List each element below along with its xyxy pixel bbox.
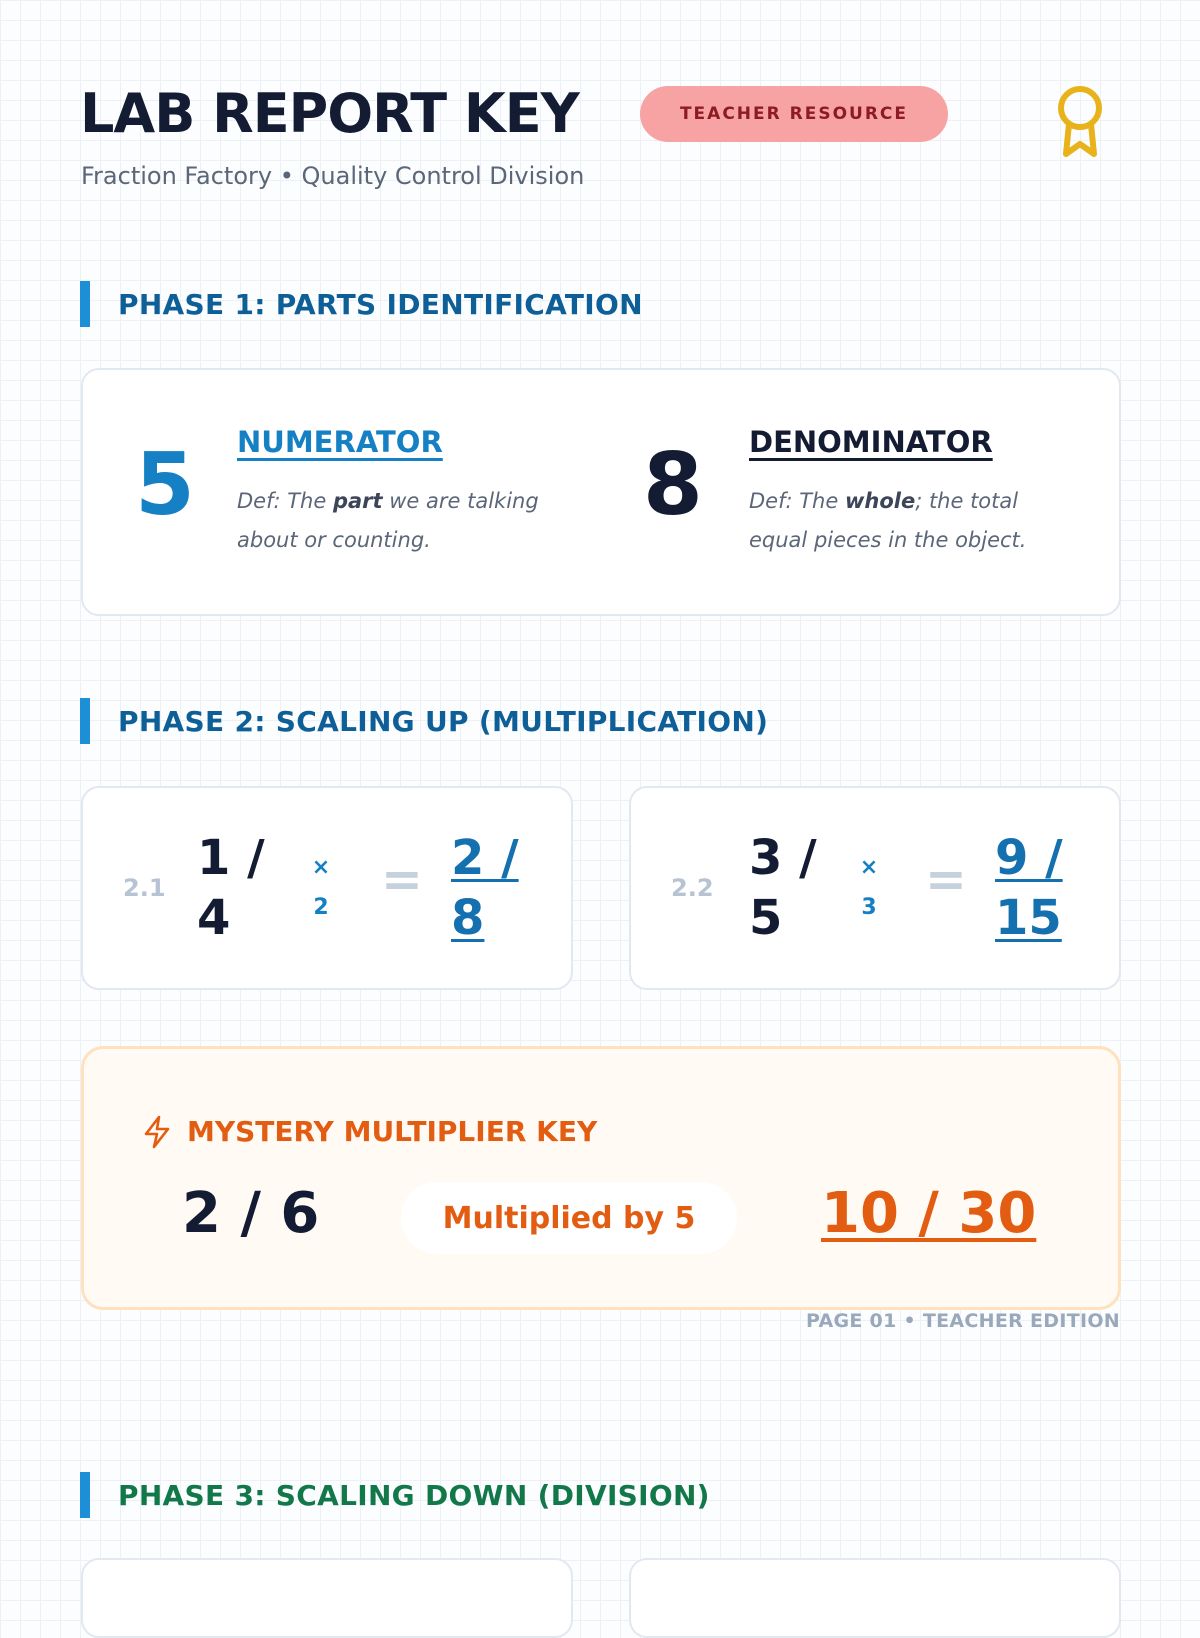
times-sign: × bbox=[859, 855, 879, 880]
numerator-definition: Def: The part we are talking about or counting. bbox=[237, 489, 539, 552]
problem-card-2-1 bbox=[81, 786, 573, 990]
lightning-icon bbox=[142, 1115, 172, 1149]
mystery-multiplier-card bbox=[81, 1046, 1121, 1310]
phase1-heading-text: PHASE 1: PARTS IDENTIFICATION bbox=[118, 287, 643, 321]
award-icon bbox=[1052, 82, 1108, 162]
fraction-numerator: 1 / bbox=[197, 830, 265, 886]
parts-identification-card bbox=[81, 368, 1121, 616]
answer-numerator: 2 / bbox=[451, 830, 519, 886]
heading-accent-bar bbox=[80, 1472, 90, 1518]
denominator-term: DENOMINATOR bbox=[749, 425, 993, 459]
operation-pill: Multiplied by 5 bbox=[401, 1182, 737, 1254]
denominator-value: 8 bbox=[643, 435, 703, 535]
answer-denominator: 15 bbox=[995, 890, 1062, 946]
equals-sign: = bbox=[381, 850, 423, 908]
phase3-heading bbox=[80, 1472, 710, 1518]
phase2-heading-text: PHASE 2: SCALING UP (MULTIPLICATION) bbox=[118, 704, 769, 738]
division-card-left bbox=[81, 1558, 573, 1638]
division-card-right bbox=[629, 1558, 1121, 1638]
multiplier-value: 2 bbox=[313, 895, 329, 920]
teacher-resource-badge: TEACHER RESOURCE bbox=[640, 86, 948, 142]
page-subtitle: Fraction Factory • Quality Control Division bbox=[81, 162, 585, 190]
problem-card-2-2 bbox=[629, 786, 1121, 990]
denominator-definition: Def: The whole; the total equal pieces in the object. bbox=[749, 489, 1027, 552]
numerator-term: NUMERATOR bbox=[237, 425, 443, 459]
numerator-value: 5 bbox=[135, 435, 195, 535]
multiplier-value: 3 bbox=[861, 895, 877, 920]
phase1-heading bbox=[80, 281, 643, 327]
equals-sign: = bbox=[925, 850, 967, 908]
phase2-heading bbox=[80, 698, 768, 744]
mystery-start-fraction: 2 / 6 bbox=[182, 1181, 320, 1246]
mystery-title: MYSTERY MULTIPLIER KEY bbox=[187, 1115, 598, 1148]
fraction-denominator: 5 bbox=[749, 890, 783, 946]
heading-accent-bar bbox=[80, 281, 90, 327]
heading-accent-bar bbox=[80, 698, 90, 744]
page-title: LAB REPORT KEY bbox=[80, 82, 579, 145]
phase3-heading-text: PHASE 3: SCALING DOWN (DIVISION) bbox=[118, 1478, 710, 1512]
mystery-answer: 10 / 30 bbox=[821, 1181, 1037, 1246]
page-footer: PAGE 01 • TEACHER EDITION bbox=[805, 1310, 1120, 1332]
times-sign: × bbox=[311, 855, 331, 880]
answer-numerator: 9 / bbox=[995, 830, 1063, 886]
problem-number: 2.2 bbox=[671, 874, 714, 902]
problem-number: 2.1 bbox=[123, 874, 166, 902]
fraction-denominator: 4 bbox=[197, 890, 231, 946]
fraction-numerator: 3 / bbox=[749, 830, 817, 886]
answer-denominator: 8 bbox=[451, 890, 485, 946]
